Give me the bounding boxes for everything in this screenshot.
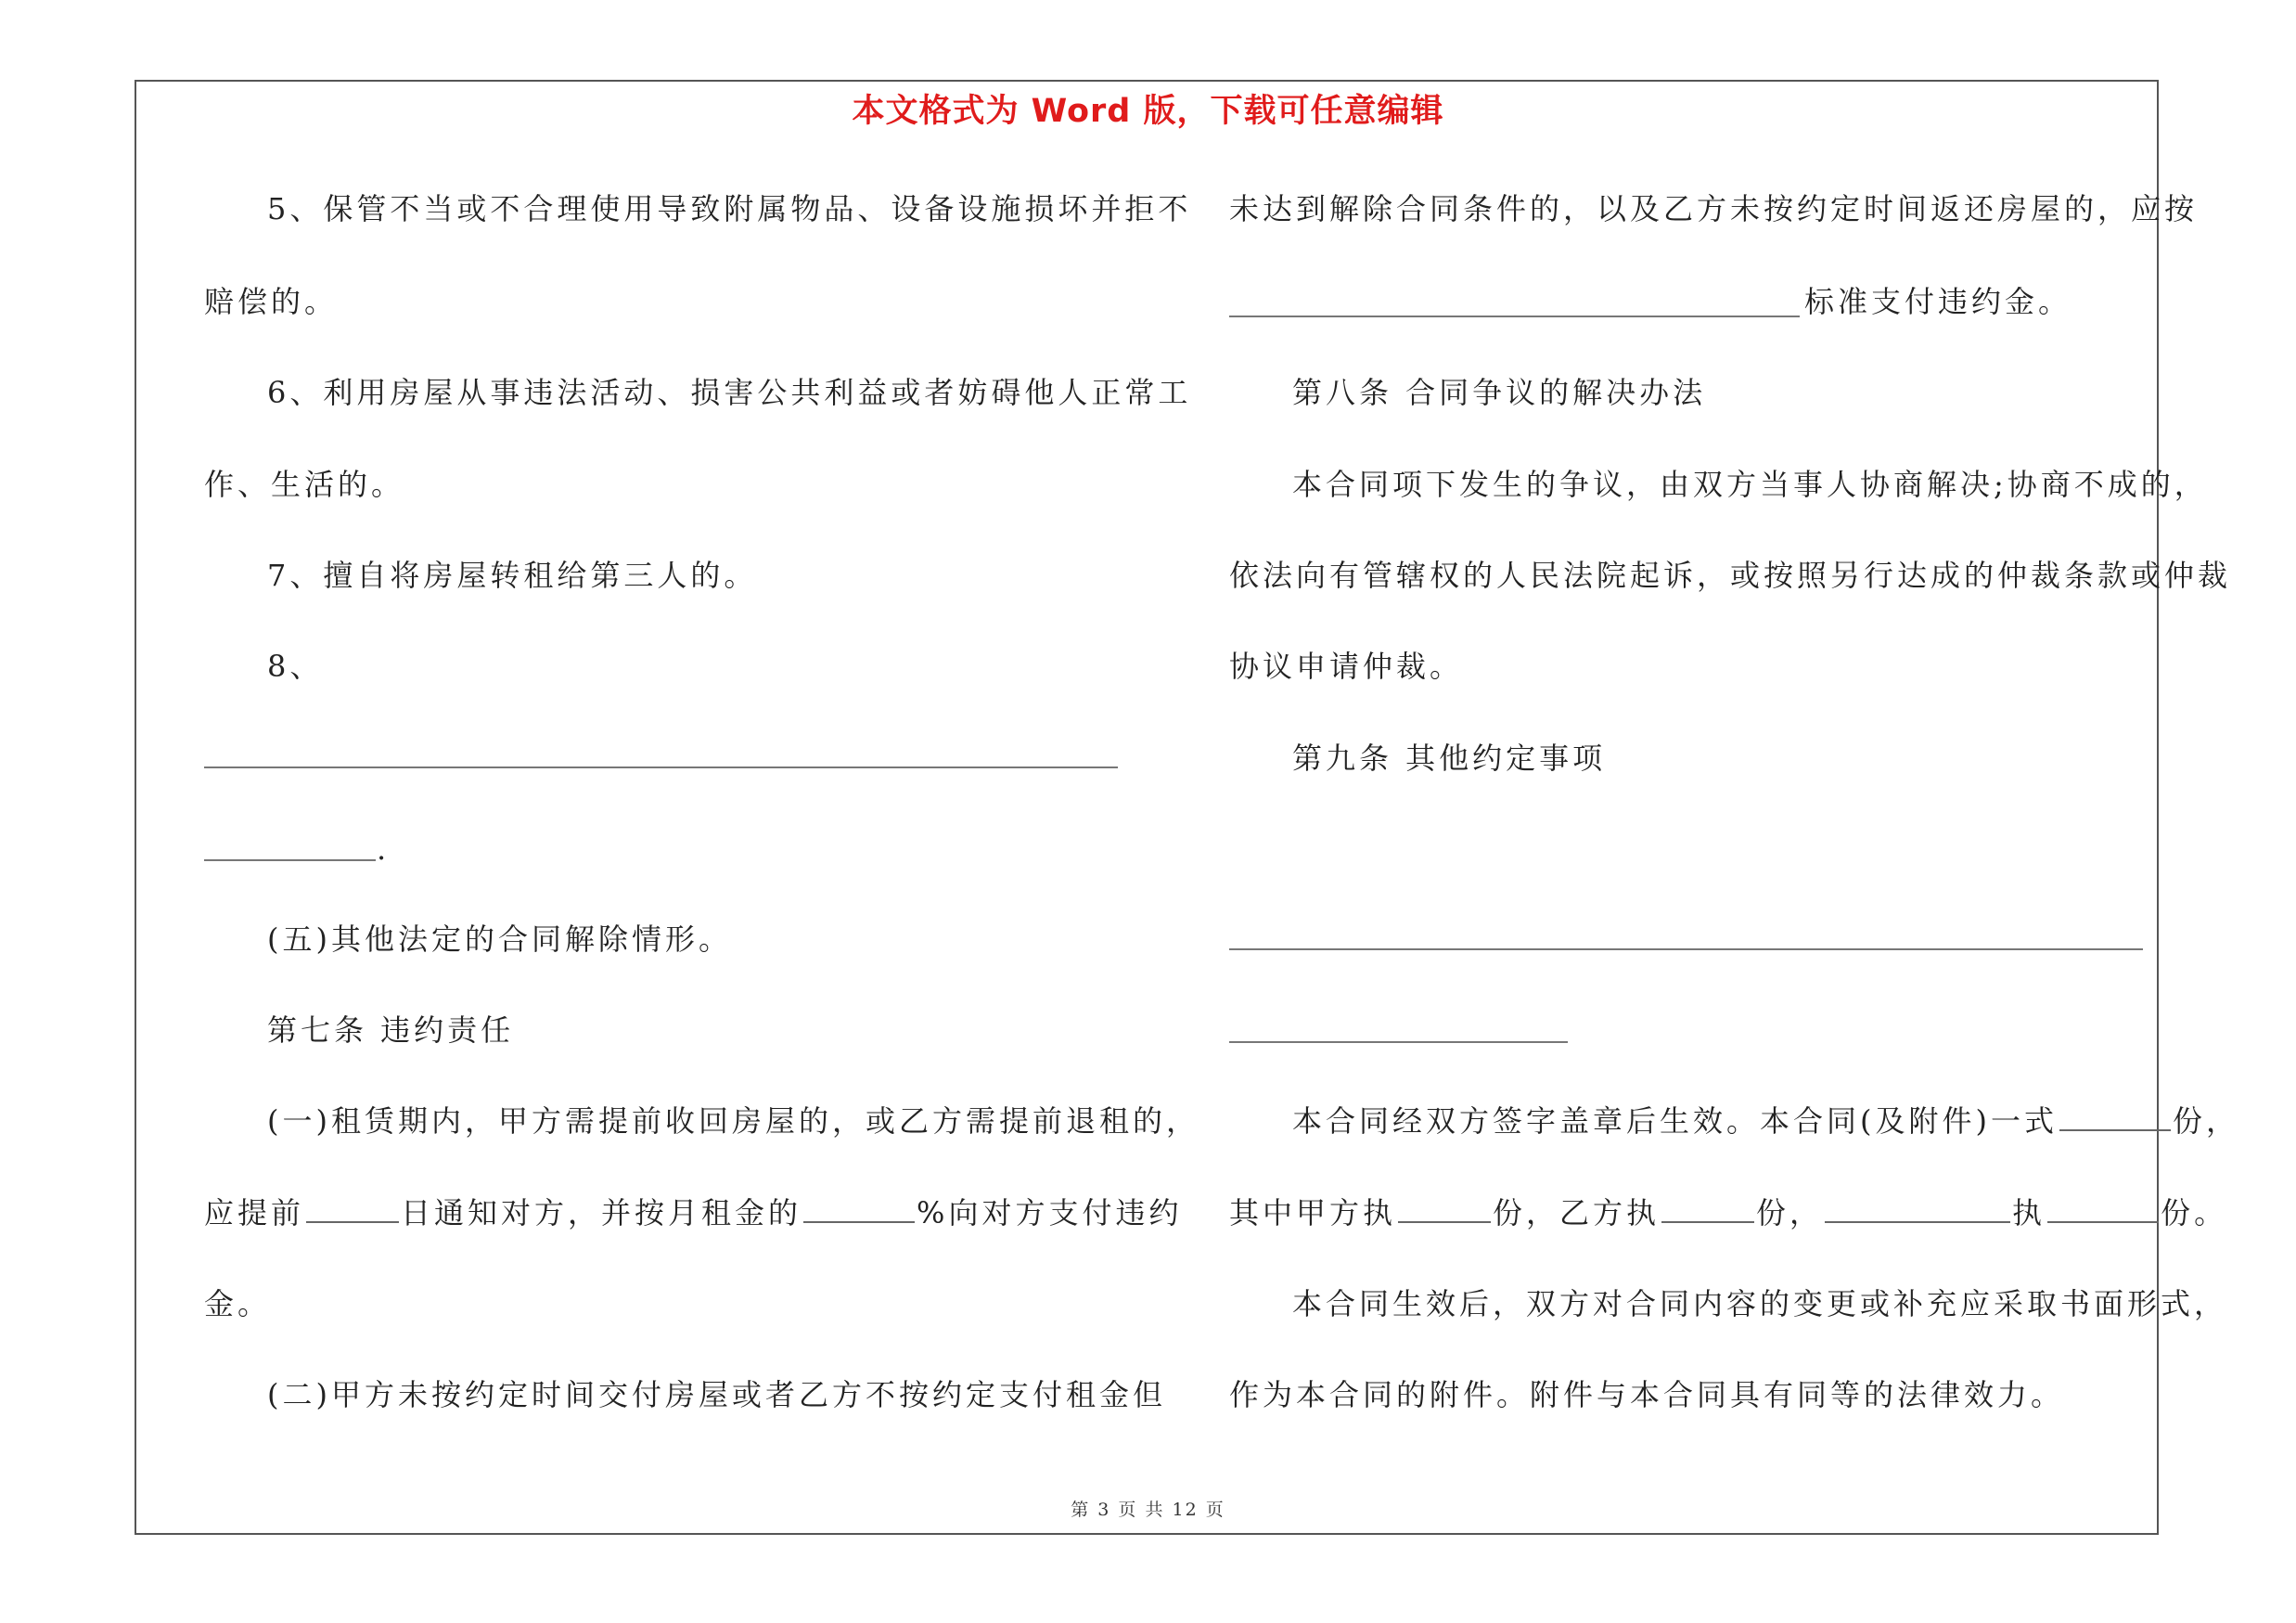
text-fragment: 份， (2172, 1103, 2239, 1139)
section-heading: 第七条 违约责任 (267, 1012, 515, 1048)
text-fragment: 执 (2012, 1195, 2046, 1230)
text-line: 本合同生效后，双方对合同内容的变更或补充应采取书面形式， (1292, 1286, 2228, 1321)
text-fragment: 份， (1756, 1195, 1824, 1230)
text-line: 作为本合同的附件。附件与本合同具有同等的法律效力。 (1229, 1377, 2065, 1412)
fill-in-rule (204, 766, 1118, 768)
text-line: (一)租赁期内，甲方需提前收回房屋的，或乙方需提前退租的， (267, 1103, 1199, 1139)
fill-in-blank (1825, 1197, 2010, 1223)
text-fragment: 份。 (2161, 1195, 2228, 1230)
text-line: 依法向有管辖权的人民法院起诉，或按照另行达成的仲裁条款或仲裁 (1229, 558, 2232, 593)
format-banner: 本文格式为 Word 版，下载可任意编辑 (852, 93, 1444, 130)
fill-in-rule (204, 859, 376, 861)
text-line: 赔偿的。 (204, 284, 339, 319)
text-line: 标准支付违约金。 (1804, 284, 2072, 319)
text-line: (五)其他法定的合同解除情形。 (267, 921, 732, 957)
text-line: 协议申请仲裁。 (1229, 649, 1464, 684)
text-line: 8、 (267, 649, 324, 684)
text-line: 7、擅自将房屋转租给第三人的。 (267, 558, 758, 593)
fill-in-blank (306, 1197, 399, 1223)
text-line: 未达到解除合同条件的，以及乙方未按约定时间返还房屋的，应按 (1229, 191, 2199, 226)
text-line: . (377, 831, 391, 867)
text-fragment: 本合同经双方签字盖章后生效。本合同(及附件)一式 (1292, 1103, 2058, 1139)
fill-in-blank (803, 1197, 915, 1223)
fill-in-blank (2059, 1105, 2171, 1131)
fill-in-rule (1229, 316, 1800, 317)
text-line: (二)甲方未按约定时间交付房屋或者乙方不按约定支付租金但 (267, 1377, 1166, 1412)
text-fragment: 其中甲方执 (1229, 1195, 1397, 1230)
fill-in-rule (1229, 948, 2143, 950)
text-line (1229, 1194, 2227, 1231)
fill-in-blank (1398, 1197, 1491, 1223)
section-heading: 第九条 其他约定事项 (1292, 741, 1607, 776)
fill-in-rule (1229, 1041, 1568, 1043)
text-line: 金。 (204, 1286, 272, 1321)
fill-in-blank (2047, 1197, 2159, 1223)
text-line: 6、利用房屋从事违法活动、损害公共利益或者妨碍他人正常工 (267, 375, 1192, 410)
fill-in-blank (1661, 1197, 1754, 1223)
text-fragment: 份，乙方执 (1493, 1195, 1661, 1230)
text-line: 5、保管不当或不合理使用导致附属物品、设备设施损坏并拒不 (267, 191, 1192, 226)
text-line (204, 1194, 1182, 1231)
text-fragment: 应提前 (204, 1195, 305, 1230)
section-heading: 第八条 合同争议的解决办法 (1292, 375, 1707, 410)
page-number-footer: 第 3 页 共 12 页 (1071, 1500, 1225, 1520)
text-fragment: %向对方支付违约 (917, 1195, 1183, 1230)
text-fragment: 日通知对方，并按月租金的 (401, 1195, 802, 1230)
text-line (1292, 1102, 2239, 1140)
text-line: 作、生活的。 (204, 467, 405, 502)
text-line: 本合同项下发生的争议，由双方当事人协商解决;协商不成的， (1292, 467, 2208, 502)
